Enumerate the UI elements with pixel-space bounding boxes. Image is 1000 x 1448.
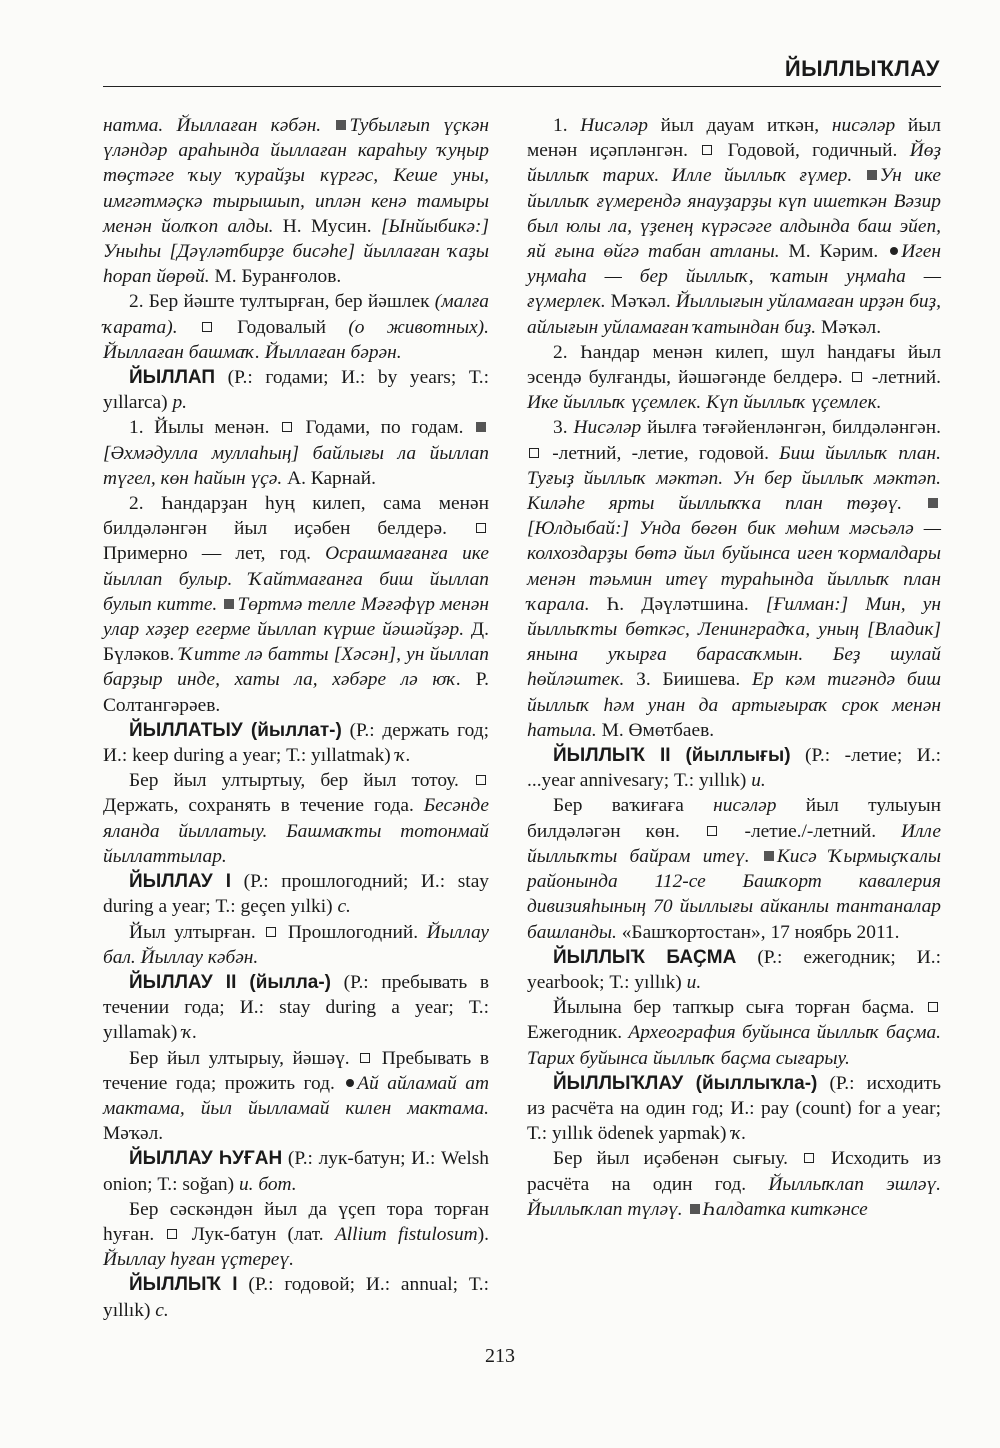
proverb-text: Ай айламай ат мактама, йыл йылламай килен мактама. bbox=[103, 1072, 489, 1119]
translation-marker-icon bbox=[202, 322, 212, 332]
sense-paragraph bbox=[527, 113, 941, 340]
sense-text: 2. Һандарҙан һуң килеп, сама менән билдәләнгән йыл иҫәбен белдерә. bbox=[103, 493, 489, 540]
example-text: Осрашмағанға ике йыллап булыр. Ҡайтмағанға биш йыллап булып китте. bbox=[103, 543, 489, 615]
dictionary-entry bbox=[103, 869, 489, 919]
dictionary-entry bbox=[103, 718, 489, 768]
illustration-marker-icon bbox=[867, 170, 877, 180]
grammar-note: (Р.: прошлогодний; И.: stay during a year; Т.: geçen yılki) bbox=[103, 871, 489, 918]
citation-text: Төртмә телле Мәғәфүр менән улар хәҙер егерме йыллап күрше йәшәйҙәр. bbox=[103, 593, 489, 641]
example-text: Йыллыҡлап эшләү. Йыллыҡлап түләү. bbox=[527, 1173, 941, 1220]
citation-author: М. Өмөтбаев. bbox=[596, 719, 715, 741]
headword: ЙЫЛЛЫҠ БАҪМА bbox=[553, 946, 737, 968]
citation-author: М. Кәрим. bbox=[779, 241, 879, 263]
example-text: Бесәнде яланда йыллатыу. Башмаҡты тотонмай йыллаттылар. bbox=[103, 795, 489, 867]
translation-text: Пребывать в течение года; прожить год. bbox=[103, 1047, 489, 1094]
right-column bbox=[527, 113, 941, 1222]
headword: ЙЫЛЛЫҠ I bbox=[129, 1274, 238, 1296]
sense-paragraph bbox=[527, 995, 941, 1071]
grammar-note: (Р.: ежегодник; И.: yearbook; Т.: yıllık) bbox=[527, 946, 941, 993]
citation-text: Ун ике йыллыҡ ғүмерендә янауҙарҙы күп ишеткән Вәзир был юлы ла, үҙенең күрәсәге алдында баш эйеп, яй ғына өйгә табан атланы. bbox=[527, 165, 941, 263]
translation-text: -летие./-летний. bbox=[719, 820, 901, 842]
proverb-text: Иген уңмаһа — бер йыллыҡ, ҡатын уңмаһа — ғүмерлек. bbox=[527, 241, 941, 313]
sense-number: 3. bbox=[553, 417, 574, 439]
translation-marker-icon bbox=[707, 826, 717, 836]
translation-text: Годами, по годам. bbox=[294, 417, 464, 439]
headword: ЙЫЛЛАУ I bbox=[129, 871, 232, 893]
translation-text: Примерно — лет, год. bbox=[103, 543, 326, 565]
grammar-note: (Р.: пребывать в течении года; И.: stay during a year; Т.: yıllamak) bbox=[103, 971, 489, 1044]
sense-text: Нисәләр bbox=[573, 417, 642, 439]
translation-text: Прошлогодний. bbox=[279, 921, 427, 943]
example-text: (о животных). Йыллаған башмаҡ. Йыллаған бәрән. bbox=[103, 316, 489, 363]
sense-text: йыл тулыуын билдәләгән көн. bbox=[527, 795, 941, 842]
usage-note: (малға ҡарата). bbox=[103, 291, 489, 338]
sense-paragraph bbox=[527, 1146, 941, 1222]
dictionary-entry bbox=[103, 365, 489, 415]
grammar-note: (Р.: лук-батун; И.: Welsh onion; Т.: soğan) bbox=[103, 1148, 490, 1195]
proverb-marker-icon bbox=[890, 247, 898, 255]
citation-author: Н. Мусин. bbox=[273, 215, 381, 237]
citation-author: Д. Бүләков. bbox=[103, 619, 489, 666]
dictionary-entry bbox=[103, 1272, 489, 1322]
citation-author: Һ. Дәүләтшина. bbox=[589, 593, 766, 615]
illustration-marker-icon bbox=[928, 498, 938, 508]
grammar-note: (Р.: годами; И.: by years; Т.: yıllarca) bbox=[103, 367, 489, 414]
sense-text: Бер йыл иҫәбенән сығыу. bbox=[553, 1148, 788, 1170]
translation-marker-icon bbox=[702, 145, 712, 155]
sense-paragraph bbox=[103, 768, 489, 869]
translation-marker-icon bbox=[852, 372, 862, 382]
sense-text: Йылына бер тапҡыр сыға торған баҫма. bbox=[553, 997, 915, 1019]
part-of-speech: с. bbox=[155, 1299, 169, 1321]
proverb-text: Йыллығын уйламаған ирҙән биҙ, айлығын уйламаған ҡатындан биҙ. bbox=[527, 291, 942, 338]
translation-text: Исходить из расчёта на один год. bbox=[527, 1148, 941, 1195]
sense-paragraph bbox=[103, 415, 489, 491]
citation-author: Р. Солтангәрәев. bbox=[103, 669, 489, 716]
sense-text: 2. Бер йәште тултырған, бер йәшлек bbox=[129, 291, 435, 313]
header-rule bbox=[103, 86, 941, 87]
sense-text: Бер сәскәндән йыл да үҫеп тора торған һуған. bbox=[103, 1198, 489, 1245]
sense-text: йыл менән иҫәпләнгән. bbox=[527, 115, 941, 162]
sense-text: 2. Һандар менән килеп, шул һандағы йыл эсендә булғанды, йәшәгәнде белдерә. bbox=[527, 341, 941, 389]
citation-author: З. Биишева. bbox=[624, 669, 753, 691]
illustration-marker-icon bbox=[336, 120, 346, 130]
part-of-speech: с. bbox=[337, 896, 351, 918]
running-head: ЙЫЛЛЫҠЛАУ bbox=[784, 56, 940, 81]
latin-name: Allium fistulosum bbox=[334, 1223, 478, 1245]
sense-paragraph bbox=[527, 793, 941, 944]
citation-author: М. Буранғолов. bbox=[209, 266, 342, 288]
translation-marker-icon bbox=[282, 422, 292, 432]
translation-text: Годовалый bbox=[214, 316, 349, 338]
citation-author: Мәҡәл. bbox=[816, 316, 882, 338]
citation-text: Ҡитте лә батты [Хәсән], ун йыллап барҙыр инде, хаты ла, хәбәре лә юҡ. bbox=[103, 644, 489, 691]
page-number: 213 bbox=[485, 1345, 515, 1367]
citation-author: А. Карнай. bbox=[282, 467, 376, 489]
citation-text: Ер кәм тигәндә биш йыллыҡ һәм унан да артығыраҡ срок менән һатыла. bbox=[527, 669, 941, 741]
translation-text: -летний. bbox=[864, 367, 942, 389]
headword: ЙЫЛЛЫҠЛАУ (йыллыҡла-) bbox=[553, 1072, 818, 1094]
sense-paragraph bbox=[103, 1046, 489, 1147]
headword: ЙЫЛЛАУ II (йылла-) bbox=[129, 971, 332, 993]
translation-marker-icon bbox=[167, 1229, 177, 1239]
part-of-speech: ҡ. bbox=[731, 1123, 747, 1145]
translation-text: Лук-батун (лат. bbox=[180, 1223, 335, 1245]
translation-text: Держать, сохранять в течение года. bbox=[103, 795, 424, 817]
translation-marker-icon bbox=[928, 1002, 938, 1012]
sense-text: Бер ваҡиғаға bbox=[553, 795, 714, 817]
dictionary-entry bbox=[527, 1071, 941, 1147]
part-of-speech: ҡ. bbox=[395, 745, 411, 767]
sense-text: Бер йыл ултыртыу, бер йыл тотоу. bbox=[129, 770, 459, 792]
sense-text: Йыл ултырған. bbox=[129, 921, 256, 943]
citation-text: [Ғилман:] Мин, ун йыллыҡты бөткәс, Ленинградҡа, уның [Владик] янына уҡырға барасаҡмын. Беҙ шулай һөйләштек. bbox=[527, 593, 942, 691]
left-column bbox=[103, 113, 489, 1323]
citation-text: Тубылғып үҫкән үләндәр араһында йыллаған караһыу ҡуңыр төҫтәге ҡыу ҡурайҙы күргәс, Кеше уны, имгәтмәҫкә тырышып, иплән кенә тамыры менән йолҡоп алды. bbox=[103, 115, 489, 237]
proverb-marker-icon bbox=[346, 1079, 354, 1087]
translation-marker-icon bbox=[266, 927, 276, 937]
sense-paragraph bbox=[103, 1197, 489, 1273]
example-text: Археография буйынса йыллыҡ баҫма. Тарих буйынса йыллыҡ баҫма сығарыу. bbox=[527, 1022, 941, 1069]
sense-text: Нисәләр bbox=[580, 115, 648, 136]
example-text: Йыллау бал. Йыллау кәбән. bbox=[103, 921, 489, 968]
part-of-speech: р. bbox=[172, 392, 187, 414]
translation-text: Ежегодник. bbox=[527, 1022, 629, 1044]
sense-paragraph bbox=[527, 340, 941, 416]
example-text: Йөҙ йыллыҡ тарих. Илле йыллыҡ ғүмер. bbox=[527, 140, 942, 187]
citation-text: Кисә Ҡырмыҫҡалы районында 112-се Башҡорт кавалерия дивизияһының 70 йыллығы айканлы тантаналар башланды. bbox=[527, 845, 941, 943]
citation-author: Мәҡәл. bbox=[103, 1123, 164, 1145]
grammar-note: (Р.: годовой; И.: annual; Т.: yıllık) bbox=[103, 1274, 490, 1321]
illustration-marker-icon bbox=[764, 851, 774, 861]
part-of-speech: ҡ. bbox=[182, 1022, 198, 1044]
illustration-marker-icon bbox=[224, 599, 234, 609]
translation-marker-icon bbox=[360, 1053, 370, 1063]
example-text: Илле йыллыҡты байрам итеү. bbox=[527, 820, 941, 867]
sense-paragraph bbox=[103, 920, 489, 970]
citation-text: [Әхмәдулла муллаһың] байлығы ла йыллап түгел, көн һайын үҫә. bbox=[103, 442, 489, 489]
translation-marker-icon bbox=[476, 523, 486, 533]
headword: ЙЫЛЛАТЫУ (йыллат-) bbox=[129, 719, 342, 741]
translation-marker-icon bbox=[476, 775, 486, 785]
translation-marker-icon bbox=[529, 448, 539, 458]
citation-author: «Башҡортостан», 17 ноябрь 2011. bbox=[616, 921, 900, 943]
sense-number: 1. bbox=[553, 115, 581, 136]
grammar-note: (Р.: держать год; И.: keep during a year; Т.: yıllatmak) bbox=[103, 719, 489, 767]
dictionary-entry bbox=[103, 970, 489, 1046]
sense-text: йыл дауам иткән, bbox=[647, 115, 832, 136]
citation-text: [Ынйыбикә:] Уныһы [Дәүләтбирҙе бисәһе] йыллаған ҡаҙы һорап йөрөй. bbox=[103, 215, 489, 288]
example-text: Йыллау һуған үҫтереү. bbox=[103, 1249, 294, 1271]
citation-author: Мәҡәл. bbox=[605, 291, 676, 313]
headword: ЙЫЛЛАП bbox=[129, 367, 216, 389]
dictionary-entry bbox=[527, 945, 941, 995]
illustration-marker-icon bbox=[690, 1204, 700, 1214]
illustration-marker-icon bbox=[476, 422, 486, 432]
part-of-speech: и. бот. bbox=[238, 1173, 297, 1195]
sense-text: 1. Йылы менән. bbox=[129, 417, 270, 439]
sense-text: нисәләр bbox=[713, 795, 777, 817]
sense-text: Бер йыл ултырыу, йәшәү. bbox=[129, 1047, 350, 1069]
citation-text: [Юлдыбай:] Унда бөгөн бик мөһим мәсьәлә — колхоздарҙы бөтә йыл буйынса иген ҡормалдары менән тәьмин итеү тураһында йыллыҡ план ҡарала. bbox=[527, 518, 941, 615]
sense-text: нисәләр bbox=[831, 115, 896, 136]
translation-text: Годовой, годичный. bbox=[715, 140, 910, 162]
sense-paragraph bbox=[103, 491, 489, 718]
part-of-speech: и. bbox=[686, 971, 702, 993]
citation-text: Һалдатка киткәнсе bbox=[702, 1198, 868, 1220]
headword: ЙЫЛЛАУ ҺУҒАН bbox=[129, 1148, 283, 1170]
example-text: Ике йыллыҡ үҫемлек. Күп йыллыҡ үҫемлек. bbox=[527, 392, 882, 414]
translation-text: ). bbox=[477, 1223, 489, 1245]
sense-paragraph bbox=[103, 289, 489, 365]
headword: ЙЫЛЛЫҠ II (йыллығы) bbox=[553, 745, 791, 767]
example-text: Биш йыллыҡ план. Туғыҙ йыллыҡ мәктәп. Ун бер йыллыҡ мәктәп. Киләһе ярты йыллыҡҡа план төҙөү. bbox=[527, 442, 941, 515]
translation-text: -летний, -летие, годовой. bbox=[542, 442, 780, 464]
example-text: натма. Йыллаған кәбән. bbox=[103, 115, 322, 136]
dictionary-entry bbox=[103, 1146, 489, 1196]
part-of-speech: и. bbox=[751, 770, 766, 792]
grammar-note: (Р.: исходить из расчёта на один год; И.: pay (count) for a year; Т.: yıllık ödenek yapmak) bbox=[527, 1072, 941, 1145]
sense-paragraph bbox=[527, 415, 941, 743]
entry-continuation bbox=[103, 113, 489, 289]
translation-marker-icon bbox=[804, 1153, 814, 1163]
grammar-note: (Р.: -летие; И.: ...year annivesary; Т.: yıllık) bbox=[527, 745, 941, 792]
dictionary-entry bbox=[527, 743, 941, 793]
sense-text: йылға тәғәйенләнгән, билдәләнгән. bbox=[641, 417, 942, 439]
